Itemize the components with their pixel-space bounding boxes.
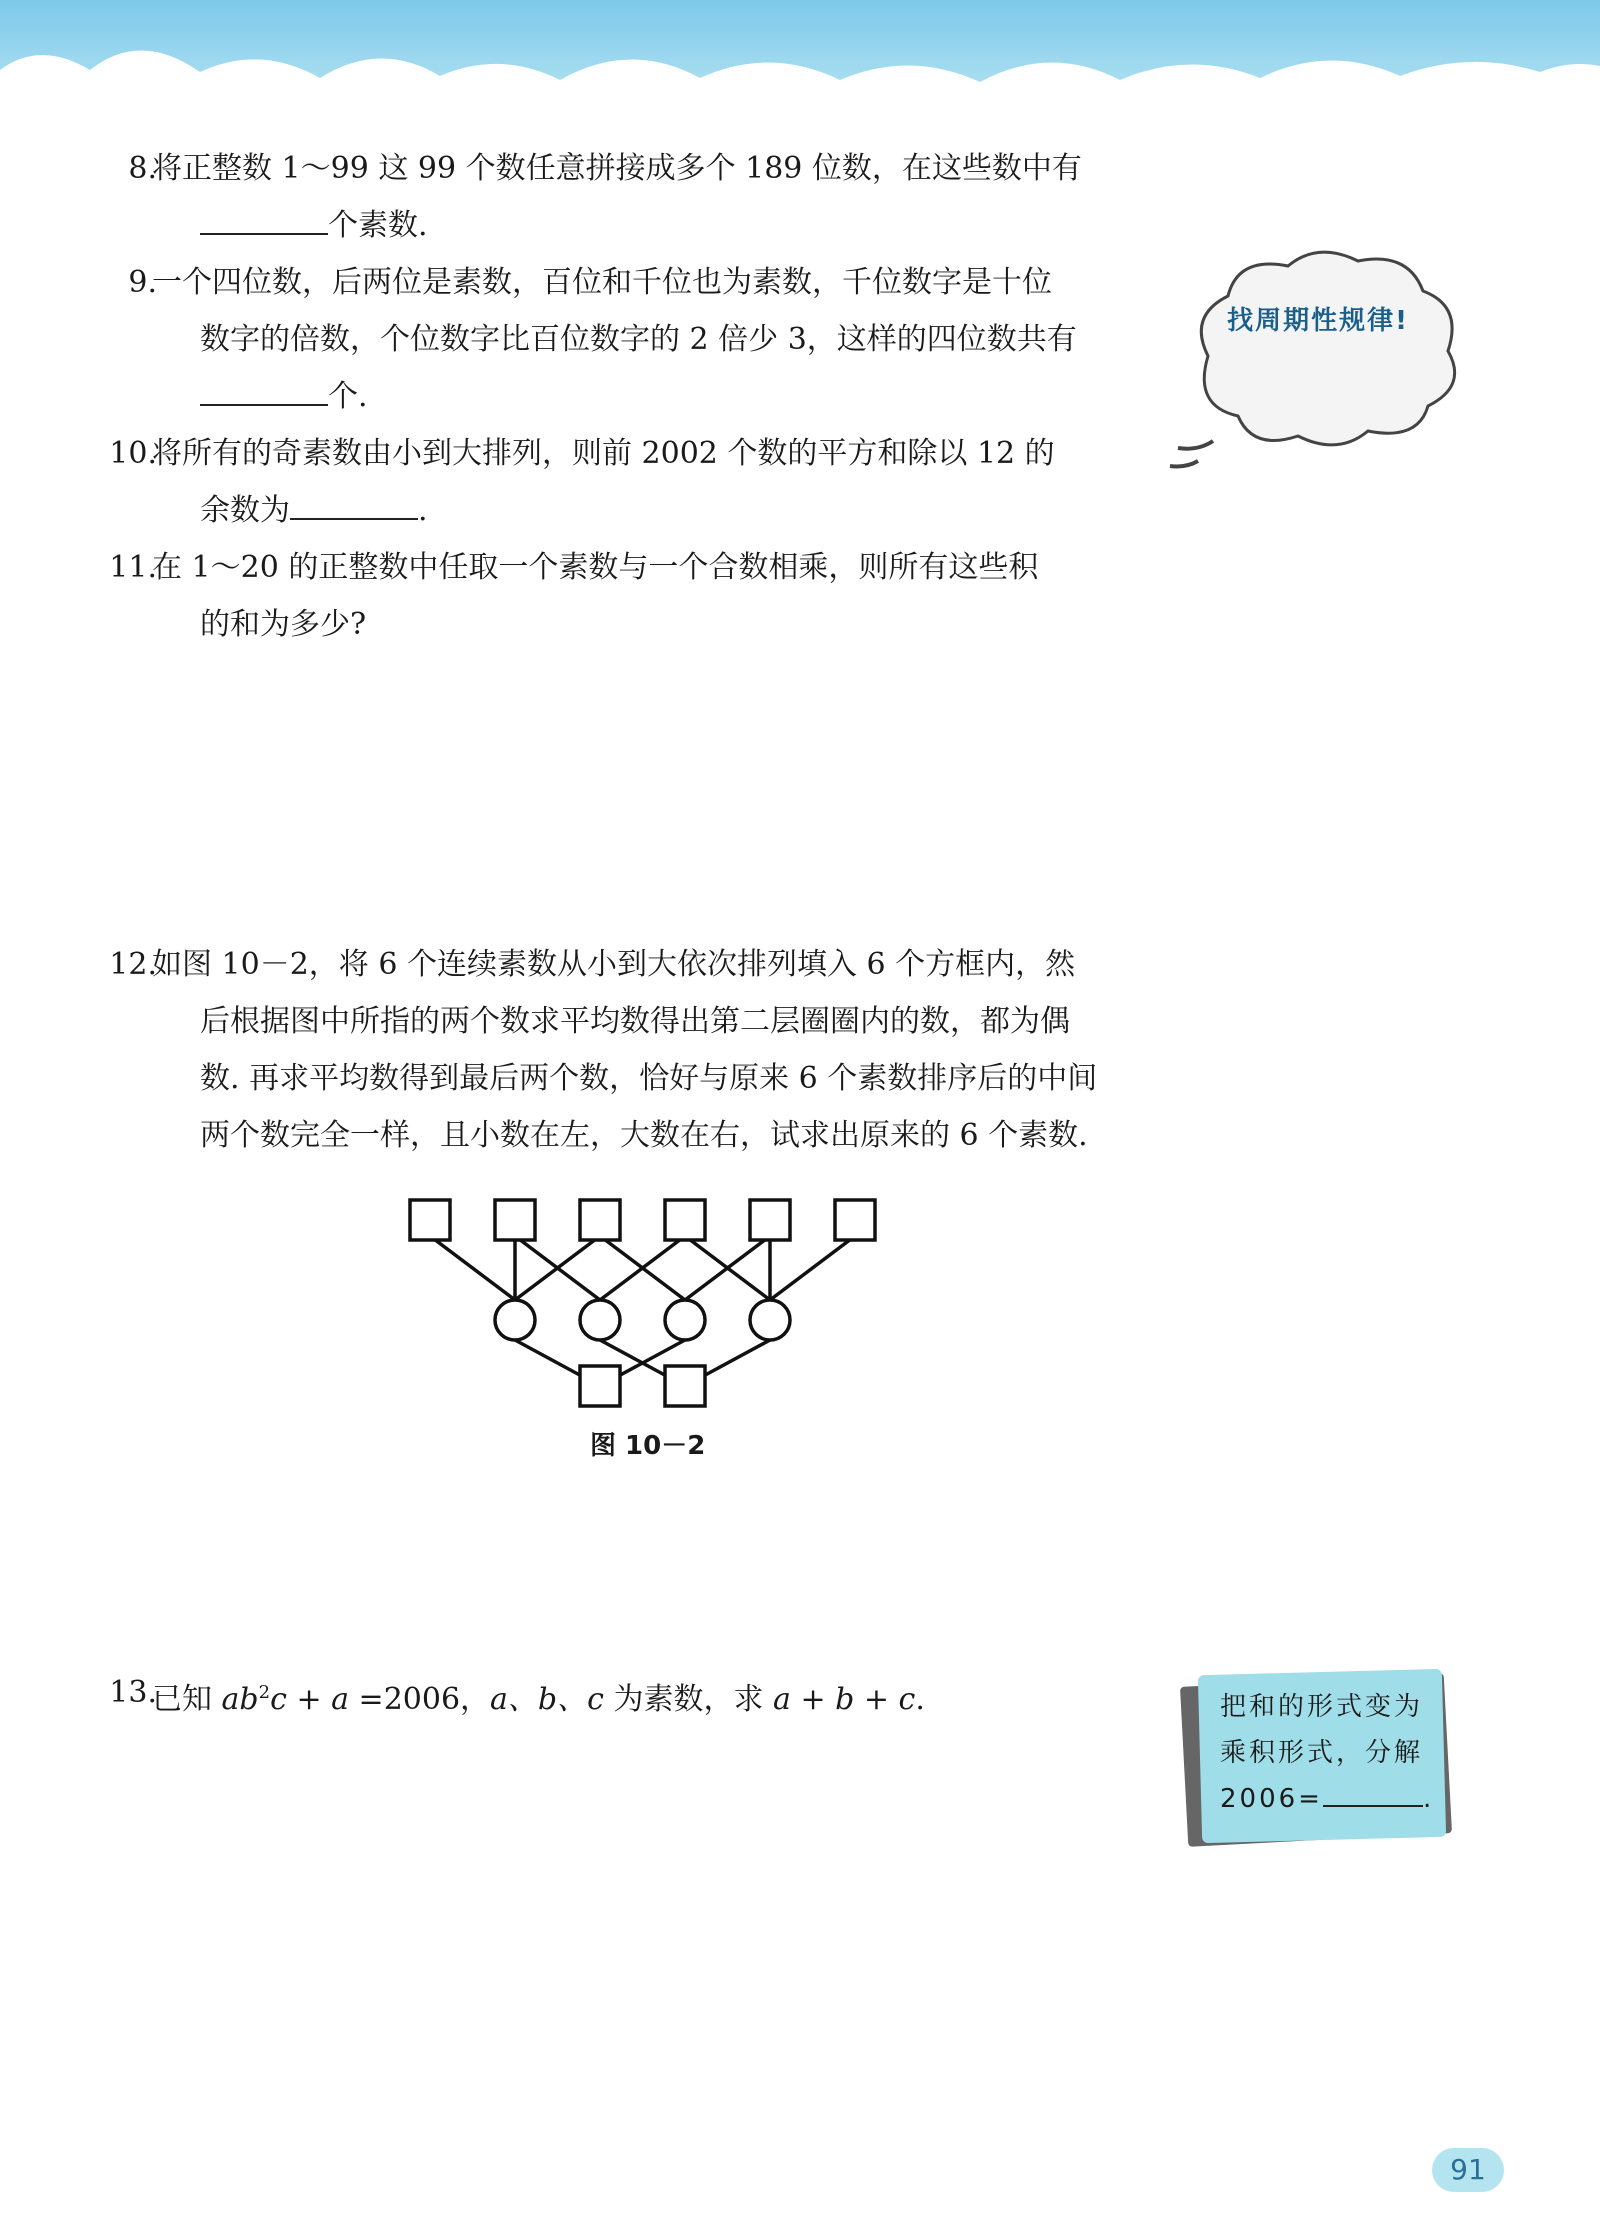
answer-blank[interactable] xyxy=(290,492,418,520)
math-operator: + xyxy=(286,1682,332,1717)
question-number: 11. xyxy=(109,550,157,585)
question-text: 的和为多少? xyxy=(200,607,367,642)
question-number: 9. xyxy=(128,265,157,300)
hint-line: 乘积形式，分解 xyxy=(1220,1738,1424,1768)
average-circle[interactable] xyxy=(495,1300,535,1340)
question-text: 数. 再求平均数得到最后两个数，恰好与原来 6 个素数排序后的中间 xyxy=(200,1061,1098,1096)
math-term: a + b + c xyxy=(773,1682,916,1717)
question-text xyxy=(200,197,1152,254)
average-circle[interactable] xyxy=(580,1300,620,1340)
question-text: 余数为 xyxy=(200,493,290,528)
average-circle[interactable] xyxy=(665,1300,705,1340)
question-text: 将所有的奇素数由小到大排列，则前 2002 个数的平方和除以 12 的 xyxy=(152,436,1055,471)
question-text: 在 1～20 的正整数中任取一个素数与一个合数相乘，则所有这些积 xyxy=(152,550,1039,585)
question-text xyxy=(152,1664,1152,1728)
question-8 xyxy=(128,140,1152,254)
question-13 xyxy=(109,1664,1152,1728)
prime-box[interactable] xyxy=(665,1200,705,1240)
answer-blank[interactable] xyxy=(1323,1783,1423,1807)
result-box[interactable] xyxy=(665,1366,705,1406)
question-10 xyxy=(109,425,1152,539)
math-term: a xyxy=(331,1682,350,1717)
cloud-hint-text: 找周期性规律! xyxy=(1227,306,1409,336)
question-text: 将正整数 1～99 这 99 个数任意拼接成多个 189 位数，在这些数中有 xyxy=(152,151,1082,186)
question-number: 13. xyxy=(109,1675,157,1710)
question-text: 数字的倍数，个位数字比百位数字的 2 倍少 3，这样的四位数共有 xyxy=(200,322,1077,357)
prime-box[interactable] xyxy=(495,1200,535,1240)
question-text: 个. xyxy=(328,379,368,414)
question-11 xyxy=(109,539,1152,653)
question-text: 个素数. xyxy=(328,208,428,243)
prime-box[interactable] xyxy=(580,1200,620,1240)
question-text: 已知 xyxy=(152,1682,222,1717)
middle-circles xyxy=(495,1300,790,1340)
prime-box[interactable] xyxy=(835,1200,875,1240)
math-term: ab xyxy=(221,1682,259,1717)
question-number: 12. xyxy=(109,947,157,982)
answer-blank[interactable] xyxy=(200,378,328,406)
question-text: 后根据图中所指的两个数求平均数得出第二层圈圈内的数，都为偶 xyxy=(200,1004,1070,1039)
math-term: c xyxy=(270,1682,287,1717)
question-text xyxy=(200,368,1152,425)
bottom-boxes xyxy=(580,1366,705,1406)
connector-lines xyxy=(430,1236,855,1386)
hint-line: 2006= xyxy=(1220,1784,1323,1814)
average-circle[interactable] xyxy=(750,1300,790,1340)
result-box[interactable] xyxy=(580,1366,620,1406)
question-number: 10. xyxy=(109,436,157,471)
question-12 xyxy=(109,936,1152,1164)
hint-note-text xyxy=(1220,1684,1440,1822)
prime-box[interactable] xyxy=(750,1200,790,1240)
sky-header-decoration xyxy=(0,0,1600,140)
math-exponent: 2 xyxy=(258,1682,271,1703)
math-term: a、b、c xyxy=(490,1682,604,1717)
question-9 xyxy=(128,254,1152,425)
figure-10-2-diagram xyxy=(400,1190,900,1440)
question-text: 两个数完全一样，且小数在左，大数在右，试求出原来的 6 个素数. xyxy=(200,1118,1088,1153)
question-text: . xyxy=(915,1682,925,1717)
thought-cloud-decoration xyxy=(1168,236,1468,496)
question-text: 一个四位数，后两位是素数，百位和千位也为素数，千位数字是十位 xyxy=(152,265,1052,300)
question-text: 为素数，求 xyxy=(603,1682,774,1717)
hint-line: 把和的形式变为 xyxy=(1220,1692,1424,1722)
top-boxes xyxy=(410,1200,875,1240)
question-text: . xyxy=(418,493,428,528)
page-number: 91 xyxy=(1432,2148,1504,2192)
answer-blank[interactable] xyxy=(200,207,328,235)
question-text: 如图 10－2，将 6 个连续素数从小到大依次排列填入 6 个方框内，然 xyxy=(152,947,1076,982)
question-text: =2006， xyxy=(349,1682,491,1717)
question-number: 8. xyxy=(128,151,157,186)
hint-line xyxy=(1220,1776,1440,1822)
hint-line: . xyxy=(1422,1784,1435,1814)
figure-caption: 图 10－2 xyxy=(590,1431,706,1461)
question-text xyxy=(200,482,1152,539)
prime-box[interactable] xyxy=(410,1200,450,1240)
